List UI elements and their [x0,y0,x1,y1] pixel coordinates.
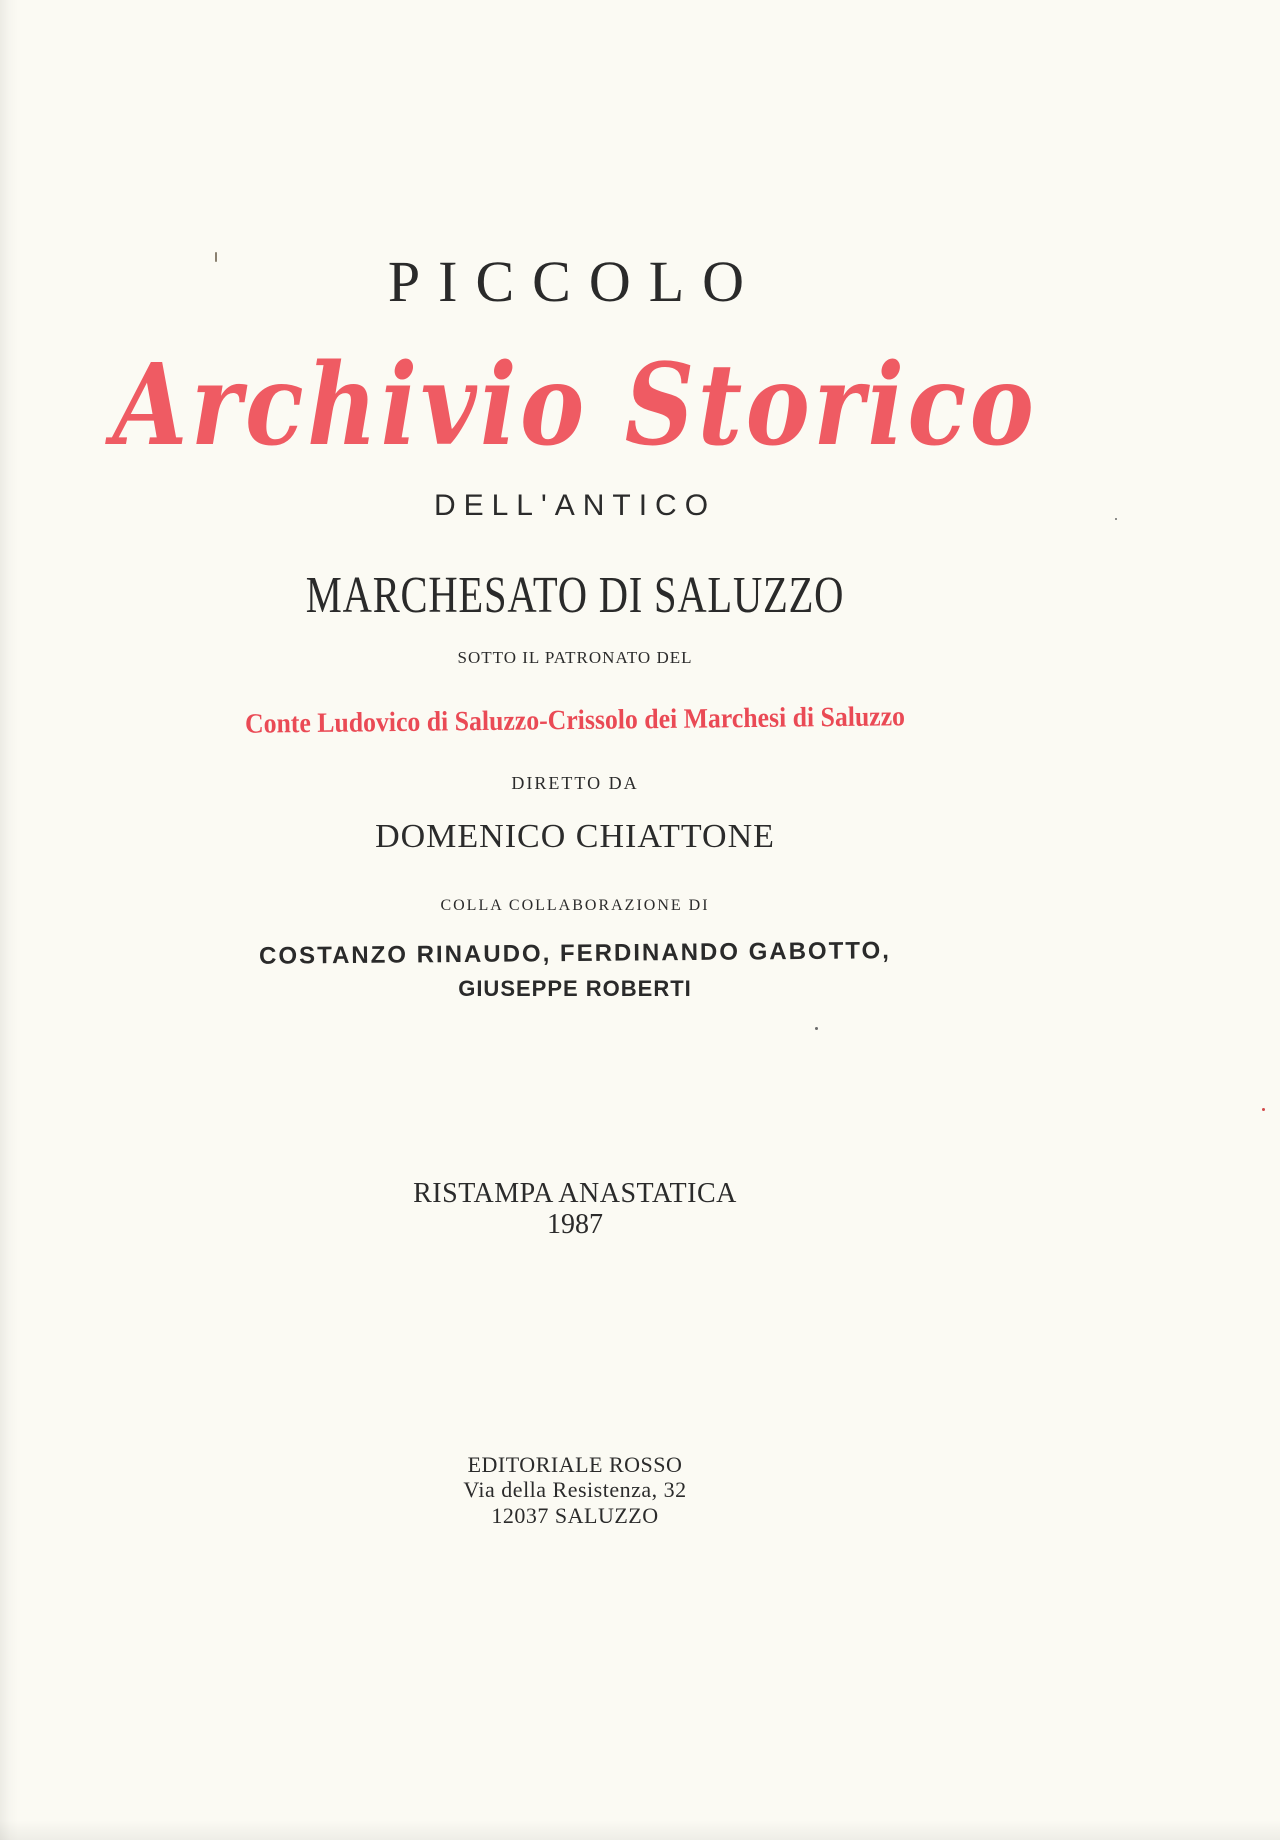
paper-speck [1262,1108,1265,1111]
reprint-note: RISTAMPA ANASTATICA [413,1178,737,1209]
title-dell-antico: DELL'ANTICO [433,489,717,522]
reprint-year: 1987 [547,1209,603,1240]
title-archivio-storico: Archivio Storico [112,340,1038,471]
title-marchesato: MARCHESATO DI SALUZZO [305,567,845,624]
collaborators-intro: COLLA COLLABORAZIONE DI [440,897,710,914]
collaborators-line-1: COSTANZO RINAUDO, FERDINANDO GABOTTO, [258,937,891,970]
patron-name: Conte Ludovico di Saluzzo-Crissolo dei Marchesi di Saluzzo [244,701,906,740]
publisher-city: 12037 SALUZZO [491,1503,659,1528]
title-piccolo: PICCOLO [387,249,763,314]
paper-speck [215,252,217,262]
patron-intro: SOTTO IL PATRONATO DEL [457,648,693,667]
director-intro: DIRETTO DA [511,773,639,793]
collaborators-line-2: GIUSEPPE ROBERTI [458,976,692,1001]
paper-speck [1115,518,1117,520]
director-name: DOMENICO CHIATTONE [375,818,775,855]
publisher-name: EDITORIALE ROSSO [467,1452,683,1477]
paper-speck [815,1027,818,1030]
publisher-address: Via della Resistenza, 32 [463,1477,687,1502]
